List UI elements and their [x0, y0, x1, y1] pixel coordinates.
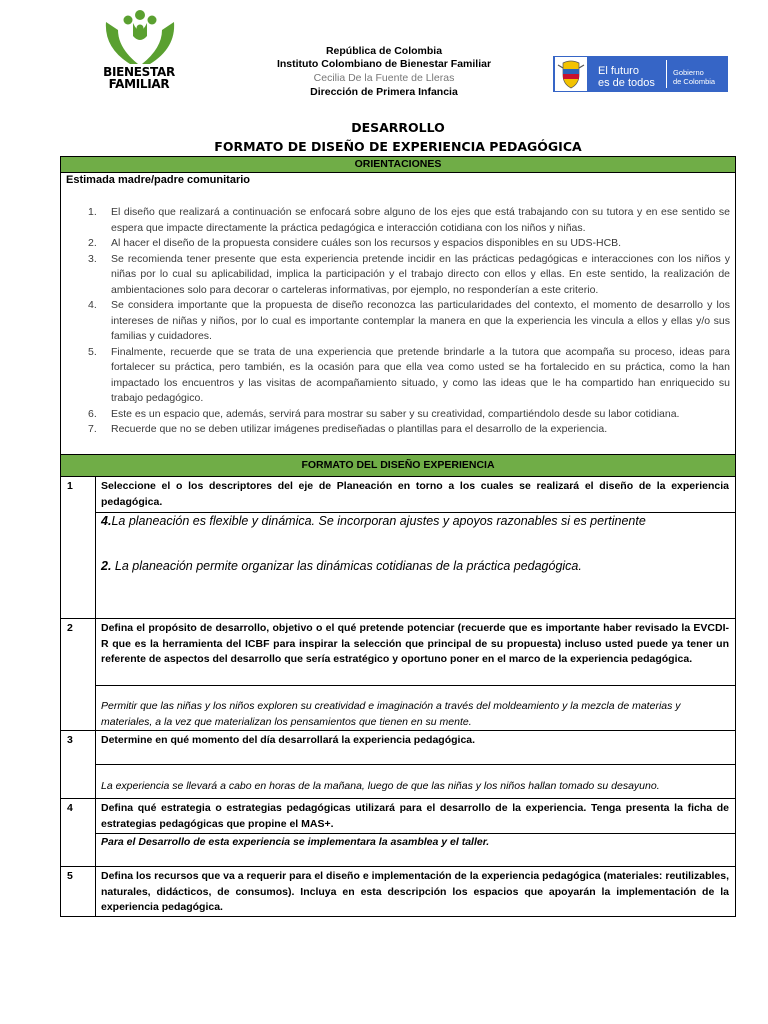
- row-answer: Para el Desarrollo de esta experiencia se implementara la asamblea y el taller.: [101, 836, 490, 848]
- logo-line-1: BIENESTAR: [103, 65, 175, 79]
- list-item-text: Se recomienda tener presente que esta experiencia pretende incidir en las prácticas pedagógicas e interacciones con los niños y niñas por lo cual su aplicabilidad, implica la participación y el trabajo directo con ellos y ellas. En este sentido, la realización de ambientaciones solo para decorar o carteleras informativas, por ejemplo, no responderían a este criterio.: [111, 252, 730, 296]
- row-number: 1: [67, 480, 73, 492]
- row-number: 5: [67, 870, 73, 882]
- list-item-number: 4.: [88, 299, 97, 311]
- list-item: [66, 252, 730, 299]
- row-number: 2: [67, 622, 73, 634]
- orientaciones-list: [66, 205, 730, 438]
- gov-name: [673, 68, 715, 86]
- list-item: [66, 345, 730, 407]
- list-item: [66, 236, 730, 252]
- salutation: Estimada madre/padre comunitario: [66, 174, 250, 186]
- table-row: [60, 731, 736, 799]
- header-republic: República de Colombia: [325, 45, 443, 57]
- row-question: Defina los recursos que va a requerir para el diseño e implementación de la experiencia pedagógica (materiales: reutilizables, naturales, didácticos, de consumos). Incluya en esta descripción los espacios que apoyarán la implementación de la experiencia pedagógica.: [101, 870, 729, 913]
- doc-title-2: FORMATO DE DISEÑO DE EXPERIENCIA PEDAGÓGICA: [214, 139, 582, 154]
- list-item: [66, 205, 730, 236]
- row-answer-a: [101, 514, 729, 530]
- formato-heading: FORMATO DEL DISEÑO EXPERIENCIA: [60, 455, 736, 477]
- table-row: [60, 477, 736, 619]
- family-hands-icon: [100, 8, 180, 68]
- list-item-number: 6.: [88, 407, 97, 420]
- list-item-text: Se considera importante que la propuesta de diseño reconozca las particularidades del contexto, el momento de desarrollo y los intereses de niñas y niños, por lo cual es importante contemplar la manera en que la experiencia les vincula a ellos y ellas y/o sus familias y cuidadores.: [111, 299, 730, 342]
- list-item-number: 7.: [88, 423, 97, 435]
- list-item: [66, 298, 730, 345]
- header-institute: Instituto Colombiano de Bienestar Familiar: [276, 58, 492, 70]
- row-question: Defina qué estrategia o estrategias pedagógicas utilizará para el desarrollo de la experiencia. Tenga presenta la ficha de estrategias pedagógicas que propine el MAS+.: [101, 802, 729, 830]
- header-direction: Dirección de Primera Infancia: [310, 86, 458, 98]
- row-number: 3: [67, 734, 73, 746]
- gov-divider: [666, 60, 667, 88]
- list-item-number: 5.: [88, 345, 97, 358]
- list-item-text: El diseño que realizará a continuación se enfocará sobre alguno de los ejes que está trabajando con su tutora y en ese sentido se espera que impacte directamente la práctica pedagógica e interacción cotidiana con los niños y niñas.: [111, 206, 730, 234]
- list-item-number: 1.: [88, 206, 97, 218]
- header-founder: Cecilia De la Fuente de Lleras: [313, 72, 455, 84]
- row-answer-b-number: 2.: [101, 559, 112, 573]
- row-answer: La experiencia se llevará a cabo en horas de la mañana, luego de que las niñas y los niños hallan tomado su desayuno.: [101, 780, 660, 792]
- orientaciones-heading: ORIENTACIONES: [60, 156, 736, 173]
- list-item-text: Este es un espacio que, además, servirá para mostrar su saber y su creatividad, compartiéndolo desde su labor cotidiana.: [111, 407, 680, 420]
- list-item-text: Al hacer el diseño de la propuesta considere cuáles son los recursos y espacios disponibles en su UDS-HCB.: [111, 237, 622, 249]
- doc-title-1: DESARROLLO: [351, 120, 445, 135]
- gov-slogan-line-2: es de todos: [598, 77, 655, 89]
- colombia-seal-icon: [555, 57, 587, 91]
- row-question: Seleccione el o los descriptores del eje de Planeación en torno a los cuales se realizará el diseño de la experiencia pedagógica.: [101, 480, 729, 508]
- row-question: Defina el propósito de desarrollo, objetivo o el qué pretende potenciar (recuerde que es importante haber revisado la EVCDI-R que es la herramienta del ICBF para inspirar la selección que principal de su propuesta) incluso usted puede ya tener un referente de aspectos del desarrollo que sería estratégico y oportuno poner en el marco de la experiencia pedagógica.: [101, 622, 729, 665]
- logo-line-2: FAMILIAR: [108, 77, 170, 91]
- list-item: [66, 407, 730, 423]
- gov-name-line-1: Gobierno: [673, 68, 704, 77]
- row-answer-a-text: La planeación es flexible y dinámica. Se incorporan ajustes y apoyos razonables si es pertinente: [111, 514, 646, 528]
- list-item-number: 3.: [88, 252, 97, 265]
- gov-name-line-2: de Colombia: [673, 77, 716, 86]
- gov-slogan-line-1: El futuro: [598, 65, 639, 77]
- row-number: 4: [67, 802, 73, 814]
- list-item-text: Finalmente, recuerde que se trata de una experiencia que pretende brindarle a la tutora que acompaña su proceso, ideas para fortalecer su práctica, pero también, es la ocasión para que ella vea como usted se ha fortalecido en su práctica, como la han impactado los encuentros y las visitas de acompañamiento situado, y como las ideas que le ha compartido han enriquecido su trabajo pedagógico.: [111, 345, 730, 404]
- logo-wordmark: [98, 66, 180, 90]
- list-item-text: Recuerde que no se deben utilizar imágenes prediseñadas o plantillas para el desarrollo de la experiencia.: [111, 423, 608, 435]
- row-answer-b-text: La planeación permite organizar las dinámicas cotidianas de la práctica pedagógica.: [111, 559, 582, 573]
- row-answer-a-number: 4.: [101, 514, 112, 528]
- table-row: [60, 867, 736, 917]
- gov-slogan: [598, 65, 655, 89]
- row-question: Determine en qué momento del día desarrollará la experiencia pedagógica.: [101, 734, 476, 746]
- list-item: [66, 422, 730, 438]
- table-row: [60, 799, 736, 867]
- list-item-number: 2.: [88, 237, 97, 249]
- row-answer: Permitir que las niñas y los niños exploren su creatividad e imaginación a través del moldeamiento y la mezcla de materias y materiales, a la vez que materializan los pensamientos que tienen en su mente.: [101, 700, 681, 728]
- table-row: [60, 619, 736, 731]
- row-answer-b: [101, 559, 729, 575]
